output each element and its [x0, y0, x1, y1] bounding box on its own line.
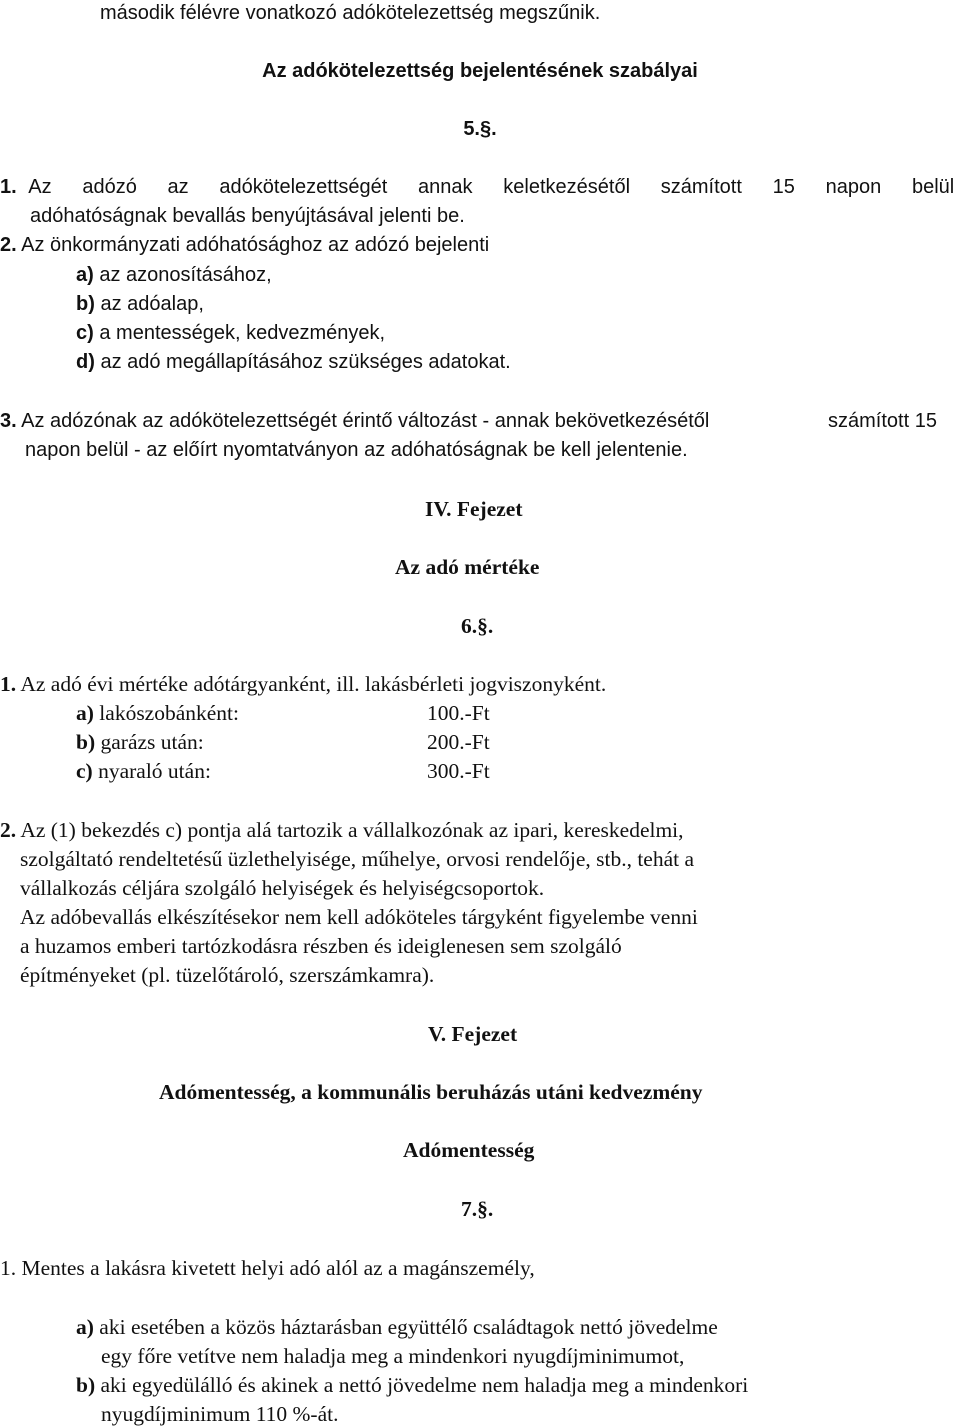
rate-paragraph-1-text: Az adó évi mértéke adótárgyanként, ill. lakásbérleti jogviszonyként. [20, 672, 607, 696]
chapter-5-subtitle: Adómentesség, a kommunális beruházás utáni kedvezmény [159, 1080, 703, 1104]
list-item-letter: b) [76, 293, 95, 315]
rate-row-a [76, 700, 239, 726]
rate-paragraph-2-line6: építményeket (pl. tüzelőtároló, szerszámkamra). [20, 963, 435, 987]
rate-amount-c: 300.-Ft [427, 759, 490, 783]
exemption-paragraph-1 [0, 1255, 535, 1281]
paragraph-3-line2: napon belül - az előírt nyomtatványon az adóhatóságnak be kell jelentenie. [25, 439, 688, 461]
chapter-5-subsection: Adómentesség [403, 1138, 535, 1162]
rate-paragraph-2-line3: vállalkozás céljára szolgáló helyiségek és helyiségcsoportok. [20, 876, 545, 900]
exemption-item-b [76, 1372, 748, 1398]
chapter-5-title: V. Fejezet [428, 1022, 518, 1046]
list-item-text: a mentességek, kedvezmények, [99, 322, 386, 344]
paragraph-number-7: 7.§. [461, 1197, 494, 1221]
paragraph-1 [0, 174, 960, 200]
list-item-d [76, 349, 511, 375]
list-item-text: az azonosításához, [99, 264, 272, 286]
paragraph-1-number: 1. [0, 176, 17, 198]
rate-paragraph-1 [0, 671, 606, 697]
exemption-item-b-line1: aki egyedülálló és akinek a nettó jövedelme nem haladja meg a mindenkori [100, 1373, 749, 1397]
paragraph-3-line1-end: számított 15 [828, 410, 937, 432]
list-item-a [76, 262, 272, 288]
exemption-item-b-line2: nyugdíjminimum 110 %-át. [101, 1402, 339, 1426]
paragraph-number-6: 6.§. [461, 614, 494, 638]
paragraph-3-line1: Az adózónak az adókötelezettségét érintő változást - annak bekövetkezésétől [21, 410, 710, 432]
list-item-text: az adó megállapításához szükséges adatokat. [100, 351, 511, 373]
exemption-letter: a) [76, 1315, 94, 1339]
rate-paragraph-2 [0, 817, 684, 843]
exemption-paragraph-1-number: 1. [0, 1256, 17, 1280]
paragraph-1-line1: Az adózó az adókötelezettségét annak keletkezésétől számított 15 napon belül [28, 176, 955, 198]
rate-paragraph-2-line4: Az adóbevallás elkészítésekor nem kell adóköteles tárgyként figyelembe venni [20, 905, 698, 929]
rate-label: lakószobánként: [99, 701, 240, 725]
chapter-4-title: IV. Fejezet [425, 497, 523, 521]
paragraph-number-5: 5.§. [463, 118, 497, 140]
list-item-letter: d) [76, 351, 95, 373]
paragraph-2 [0, 232, 489, 258]
rate-amount-b: 200.-Ft [427, 730, 490, 754]
rate-letter: b) [76, 730, 96, 754]
rate-row-c [76, 758, 211, 784]
list-item-c [76, 320, 385, 346]
rate-paragraph-2-line5: a huzamos emberi tartózkodásra részben és ideiglenesen sem szolgáló [20, 934, 622, 958]
rate-paragraph-2-number: 2. [0, 818, 17, 842]
paragraph-3-number: 3. [0, 410, 17, 432]
rate-paragraph-2-line2: szolgáltató rendeltetésű üzlethelyisége, műhelye, orvosi rendelője, stb., tehát a [20, 847, 695, 871]
exemption-item-a-line1: aki esetében a közös háztarásban együttélő családtagok nettó jövedelme [99, 1315, 718, 1339]
section-heading-notification: Az adókötelezettség bejelentésének szabályai [262, 60, 698, 82]
rate-paragraph-2-line1: Az (1) bekezdés c) pontja alá tartozik a vállalkozónak az ipari, kereskedelmi, [20, 818, 684, 842]
top-line: második félévre vonatkozó adókötelezettség megszűnik. [100, 2, 601, 24]
rate-paragraph-1-number: 1. [0, 672, 17, 696]
list-item-b [76, 291, 204, 317]
list-item-text: az adóalap, [100, 293, 204, 315]
exemption-letter: b) [76, 1373, 96, 1397]
list-item-letter: c) [76, 322, 94, 344]
rate-label: garázs után: [100, 730, 204, 754]
paragraph-2-number: 2. [0, 234, 17, 256]
rate-label: nyaraló után: [98, 759, 211, 783]
exemption-paragraph-1-text: Mentes a lakásra kivetett helyi adó alól az a magánszemély, [21, 1256, 535, 1280]
rate-letter: c) [76, 759, 93, 783]
chapter-4-subtitle: Az adó mértéke [395, 555, 540, 579]
rate-amount-a: 100.-Ft [427, 701, 490, 725]
list-item-letter: a) [76, 264, 94, 286]
exemption-item-a-line2: egy főre vetítve nem haladja meg a mindenkori nyugdíjminimumot, [101, 1344, 685, 1368]
rate-row-b [76, 729, 204, 755]
rate-letter: a) [76, 701, 94, 725]
exemption-item-a [76, 1314, 718, 1340]
paragraph-1-line2: adóhatóságnak bevallás benyújtásával jelenti be. [30, 205, 465, 227]
paragraph-2-text: Az önkormányzati adóhatósághoz az adózó bejelenti [21, 234, 490, 256]
paragraph-3 [0, 408, 709, 434]
